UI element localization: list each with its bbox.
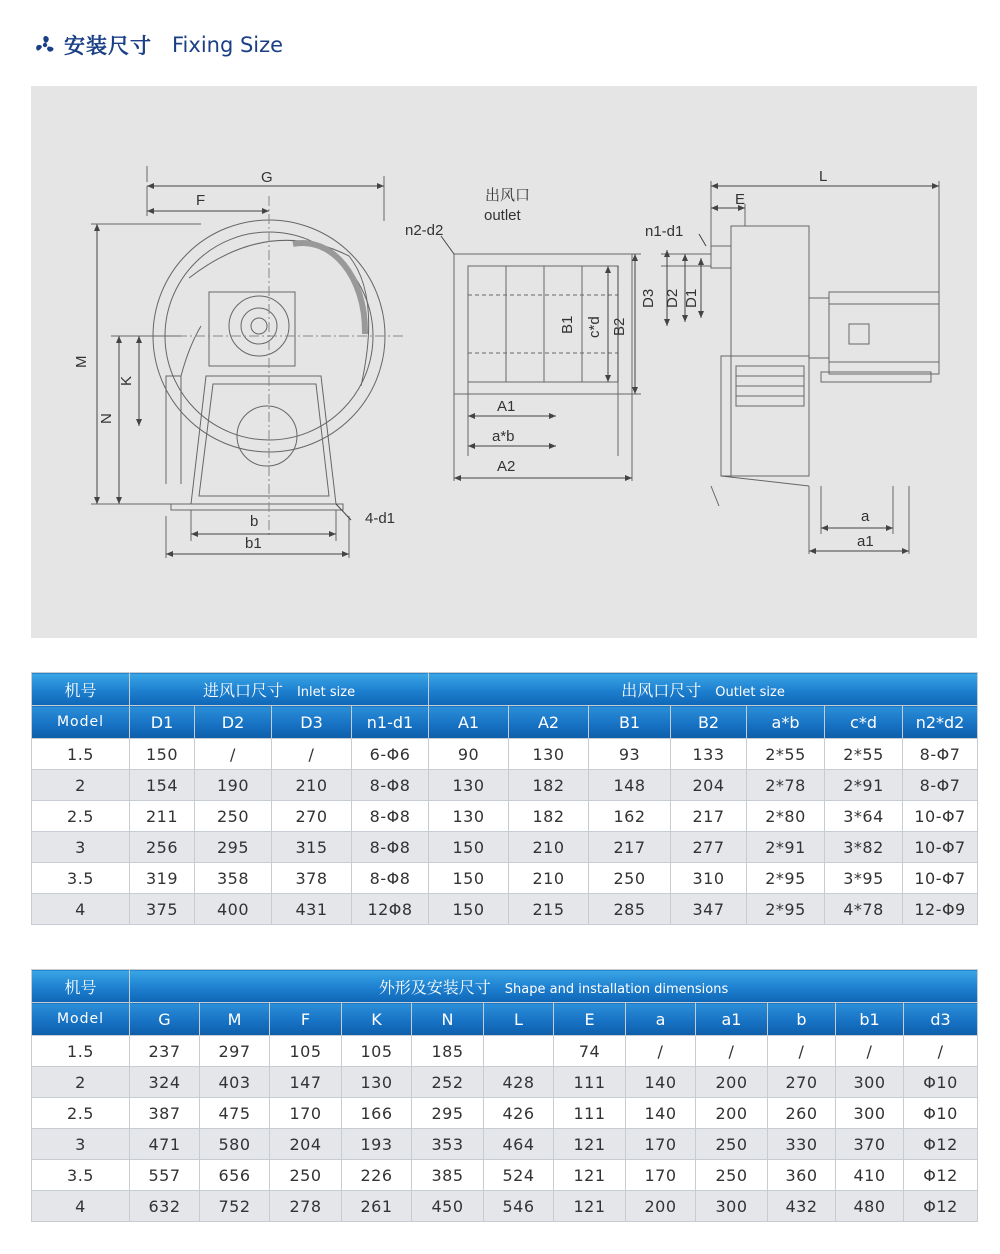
table2-header-cell: b [768, 1003, 836, 1036]
page-header [34, 28, 283, 62]
table-cell: 237 [130, 1036, 200, 1067]
table-cell: 250 [589, 863, 671, 894]
table-cell: 133 [671, 739, 747, 770]
table2-header-cell: a1 [696, 1003, 768, 1036]
table1-group-outlet: 出风口尺寸 Outlet size [429, 673, 978, 706]
table-cell: 450 [412, 1191, 484, 1222]
dim-label-G: G [261, 169, 273, 186]
table-cell: 93 [589, 739, 671, 770]
table1-header-cell: Model [32, 706, 130, 739]
table2-header-cell: Model [32, 1003, 130, 1036]
table-row [32, 1036, 978, 1067]
table-cell: 170 [626, 1129, 696, 1160]
table2-header-cell: d3 [904, 1003, 978, 1036]
table-cell: 2*78 [747, 770, 825, 801]
table-row [32, 801, 978, 832]
page-title-cn: 安装尺寸 [64, 34, 152, 58]
table-cell: 261 [342, 1191, 412, 1222]
table-cell: 426 [484, 1098, 554, 1129]
table-cell: 428 [484, 1067, 554, 1098]
model-cell: 1.5 [32, 1036, 130, 1067]
table-cell: 8-Φ8 [352, 801, 429, 832]
table1-header-cell: c*d [825, 706, 903, 739]
table-cell [484, 1036, 554, 1067]
model-cell: 2.5 [32, 1098, 130, 1129]
table-cell: 2*91 [747, 832, 825, 863]
table-cell: 297 [200, 1036, 270, 1067]
table-cell: 330 [768, 1129, 836, 1160]
table-cell: 2*95 [747, 863, 825, 894]
outlet-label-en: outlet [484, 207, 521, 224]
table-cell: / [195, 739, 272, 770]
table-cell: 285 [589, 894, 671, 925]
table-cell: 403 [200, 1067, 270, 1098]
table1-header-cell: A1 [429, 706, 509, 739]
table2-header-cell: K [342, 1003, 412, 1036]
table-cell: 360 [768, 1160, 836, 1191]
table1-header-row [32, 706, 978, 739]
installation-dimensions-table [31, 969, 978, 1222]
table-cell: 204 [270, 1129, 342, 1160]
table-cell: 226 [342, 1160, 412, 1191]
table-cell: 130 [509, 739, 589, 770]
table2-header-cell: G [130, 1003, 200, 1036]
model-cell: 3 [32, 1129, 130, 1160]
dim-label-B2: B2 [611, 317, 628, 336]
table-cell: 387 [130, 1098, 200, 1129]
table-cell: / [696, 1036, 768, 1067]
dim-label-a: a [861, 508, 870, 525]
table-cell: 2*55 [747, 739, 825, 770]
table-cell: 250 [195, 801, 272, 832]
table1-header-cell: n2*d2 [903, 706, 978, 739]
table-cell: 250 [696, 1129, 768, 1160]
table-cell: 182 [509, 801, 589, 832]
table-cell: 632 [130, 1191, 200, 1222]
table-cell: 4*78 [825, 894, 903, 925]
table-cell: 300 [696, 1191, 768, 1222]
table-cell: 148 [589, 770, 671, 801]
table-cell: 182 [509, 770, 589, 801]
table1-header-cell: n1-d1 [352, 706, 429, 739]
table-cell: 524 [484, 1160, 554, 1191]
table-cell: Φ10 [904, 1098, 978, 1129]
table-cell: 8-Φ8 [352, 770, 429, 801]
table-cell: 111 [554, 1067, 626, 1098]
table-cell: 260 [768, 1098, 836, 1129]
dim-label-ab: a*b [492, 428, 515, 445]
table-cell: 162 [589, 801, 671, 832]
table-cell: 300 [836, 1098, 904, 1129]
table-cell: 400 [195, 894, 272, 925]
dim-label-M: M [73, 355, 90, 368]
table-cell: 210 [272, 770, 352, 801]
table-cell: 295 [412, 1098, 484, 1129]
table-cell: 215 [509, 894, 589, 925]
table-cell: 140 [626, 1067, 696, 1098]
table-cell: 378 [272, 863, 352, 894]
table-cell: 270 [768, 1067, 836, 1098]
table-row [32, 1191, 978, 1222]
table-cell: / [768, 1036, 836, 1067]
table1-group-inlet: 进风口尺寸 Inlet size [130, 673, 429, 706]
table-row [32, 1067, 978, 1098]
table-cell: 121 [554, 1191, 626, 1222]
table2-group-model: 机号 [32, 970, 130, 1003]
table-cell: 150 [429, 894, 509, 925]
table-cell: 200 [696, 1098, 768, 1129]
table1-group-model: 机号 [32, 673, 130, 706]
table-cell: / [272, 739, 352, 770]
table-cell: 370 [836, 1129, 904, 1160]
model-cell: 3.5 [32, 863, 130, 894]
table1-group-header-row [32, 673, 978, 706]
table-cell: 3*95 [825, 863, 903, 894]
dim-label-b1: b1 [245, 535, 262, 552]
table-cell: / [836, 1036, 904, 1067]
table-cell: 250 [696, 1160, 768, 1191]
dim-label-B1: B1 [559, 315, 576, 334]
table2-header-cell: b1 [836, 1003, 904, 1036]
table-row [32, 770, 978, 801]
table-cell: / [904, 1036, 978, 1067]
table-cell: 358 [195, 863, 272, 894]
table-cell: 210 [509, 832, 589, 863]
table-cell: 170 [626, 1160, 696, 1191]
dim-label-a1: a1 [857, 533, 874, 550]
table-cell: 121 [554, 1129, 626, 1160]
table-cell: 12Φ8 [352, 894, 429, 925]
table-cell: 300 [836, 1067, 904, 1098]
dim-label-cd: c*d [586, 316, 603, 338]
drawing-svg [31, 86, 977, 638]
table-row [32, 1160, 978, 1191]
table1-header-cell: D1 [130, 706, 195, 739]
table-row [32, 832, 978, 863]
table-cell: 217 [671, 801, 747, 832]
table-row [32, 739, 978, 770]
table-cell: 130 [429, 770, 509, 801]
dim-label-N: N [98, 413, 115, 424]
table-cell: 319 [130, 863, 195, 894]
table-cell: 12-Φ9 [903, 894, 978, 925]
dim-label-4-d1: 4-d1 [365, 510, 396, 527]
table1-body [32, 739, 978, 925]
inlet-outlet-size-table [31, 672, 978, 925]
table-cell: 8-Φ8 [352, 832, 429, 863]
table-cell: 2*80 [747, 801, 825, 832]
table-cell: 200 [696, 1067, 768, 1098]
table-cell: 432 [768, 1191, 836, 1222]
table-cell: 6-Φ6 [352, 739, 429, 770]
table2-header-cell: L [484, 1003, 554, 1036]
table1-header-cell: D3 [272, 706, 352, 739]
table-cell: 10-Φ7 [903, 832, 978, 863]
table-cell: 324 [130, 1067, 200, 1098]
table-cell: 656 [200, 1160, 270, 1191]
table-row [32, 894, 978, 925]
table-cell: 277 [671, 832, 747, 863]
table-cell: 310 [671, 863, 747, 894]
table-cell: 74 [554, 1036, 626, 1067]
table-cell: 10-Φ7 [903, 801, 978, 832]
table-cell: 252 [412, 1067, 484, 1098]
dim-label-D1: D1 [683, 288, 700, 308]
table2-group-header-row [32, 970, 978, 1003]
dim-label-n1-d1: n1-d1 [645, 223, 684, 240]
table-cell: 471 [130, 1129, 200, 1160]
model-cell: 2.5 [32, 801, 130, 832]
outlet-flange [454, 254, 632, 394]
table2-header-cell: F [270, 1003, 342, 1036]
motor-front [229, 296, 289, 356]
table-cell: 3*64 [825, 801, 903, 832]
table1-header-cell: B2 [671, 706, 747, 739]
table-cell: 480 [836, 1191, 904, 1222]
table-cell: 464 [484, 1129, 554, 1160]
table-cell: 2*91 [825, 770, 903, 801]
dim-label-D3: D3 [640, 288, 657, 308]
table-cell: 295 [195, 832, 272, 863]
table-cell: Φ12 [904, 1160, 978, 1191]
table-cell: 410 [836, 1160, 904, 1191]
model-cell: 1.5 [32, 739, 130, 770]
table-cell: 140 [626, 1098, 696, 1129]
dim-label-b: b [250, 513, 259, 530]
table-cell: 752 [200, 1191, 270, 1222]
table-cell: 193 [342, 1129, 412, 1160]
dim-label-A1: A1 [497, 398, 516, 415]
table-cell: 147 [270, 1067, 342, 1098]
table-cell: 150 [130, 739, 195, 770]
table-cell: 154 [130, 770, 195, 801]
model-cell: 4 [32, 894, 130, 925]
table-cell: 557 [130, 1160, 200, 1191]
table-cell: 217 [589, 832, 671, 863]
fan-logo-icon [34, 34, 56, 56]
table-cell: 204 [671, 770, 747, 801]
table-cell: Φ12 [904, 1129, 978, 1160]
table-cell: 150 [429, 832, 509, 863]
dim-label-A2: A2 [497, 458, 516, 475]
table-cell: 2*55 [825, 739, 903, 770]
table2-header-cell: M [200, 1003, 270, 1036]
dim-label-L: L [819, 168, 828, 185]
table-cell: 8-Φ7 [903, 739, 978, 770]
table-cell: 166 [342, 1098, 412, 1129]
table-cell: Φ10 [904, 1067, 978, 1098]
table2-header-cell: N [412, 1003, 484, 1036]
table2-header-cell: E [554, 1003, 626, 1036]
dim-label-n2-d2: n2-d2 [405, 222, 444, 239]
table1-header-cell: a*b [747, 706, 825, 739]
table-cell: 475 [200, 1098, 270, 1129]
table-cell: / [626, 1036, 696, 1067]
table2-header-row [32, 1003, 978, 1036]
table-cell: 130 [342, 1067, 412, 1098]
table-row [32, 1098, 978, 1129]
dim-label-F: F [196, 192, 206, 209]
table-cell: 210 [509, 863, 589, 894]
fixing-size-drawing [31, 86, 977, 638]
table-cell: 170 [270, 1098, 342, 1129]
dim-label-E: E [735, 191, 746, 208]
page-title-en: Fixing Size [172, 33, 284, 57]
table-cell: 431 [272, 894, 352, 925]
table-row [32, 863, 978, 894]
table2-body [32, 1036, 978, 1222]
table-cell: 2*95 [747, 894, 825, 925]
table-cell: 111 [554, 1098, 626, 1129]
table-cell: 270 [272, 801, 352, 832]
table-cell: 105 [342, 1036, 412, 1067]
table-cell: 10-Φ7 [903, 863, 978, 894]
table-cell: 385 [412, 1160, 484, 1191]
side-housing [731, 226, 809, 476]
table1-header-cell: A2 [509, 706, 589, 739]
table-cell: 375 [130, 894, 195, 925]
table-cell: 353 [412, 1129, 484, 1160]
table-cell: 130 [429, 801, 509, 832]
table-cell: 315 [272, 832, 352, 863]
table-cell: 278 [270, 1191, 342, 1222]
model-cell: 3 [32, 832, 130, 863]
model-cell: 3.5 [32, 1160, 130, 1191]
table-row [32, 1129, 978, 1160]
table-cell: 250 [270, 1160, 342, 1191]
table-cell: 3*82 [825, 832, 903, 863]
table-cell: 347 [671, 894, 747, 925]
table-cell: 580 [200, 1129, 270, 1160]
table-cell: 121 [554, 1160, 626, 1191]
table-cell: 200 [626, 1191, 696, 1222]
table-cell: 185 [412, 1036, 484, 1067]
table-cell: 211 [130, 801, 195, 832]
table-cell: 105 [270, 1036, 342, 1067]
table-cell: 8-Φ8 [352, 863, 429, 894]
model-cell: 2 [32, 770, 130, 801]
table-cell: 190 [195, 770, 272, 801]
table-cell: 8-Φ7 [903, 770, 978, 801]
table-cell: 150 [429, 863, 509, 894]
table2-group-dimensions: 外形及安装尺寸 Shape and installation dimensions [130, 970, 978, 1003]
table-cell: 546 [484, 1191, 554, 1222]
dim-label-D2: D2 [664, 288, 681, 308]
table2-header-cell: a [626, 1003, 696, 1036]
table-cell: 256 [130, 832, 195, 863]
dim-label-K: K [118, 375, 135, 386]
table1-header-cell: B1 [589, 706, 671, 739]
table-cell: Φ12 [904, 1191, 978, 1222]
model-cell: 4 [32, 1191, 130, 1222]
table1-header-cell: D2 [195, 706, 272, 739]
table-cell: 90 [429, 739, 509, 770]
model-cell: 2 [32, 1067, 130, 1098]
outlet-label-cn: 出风口 [485, 187, 531, 204]
